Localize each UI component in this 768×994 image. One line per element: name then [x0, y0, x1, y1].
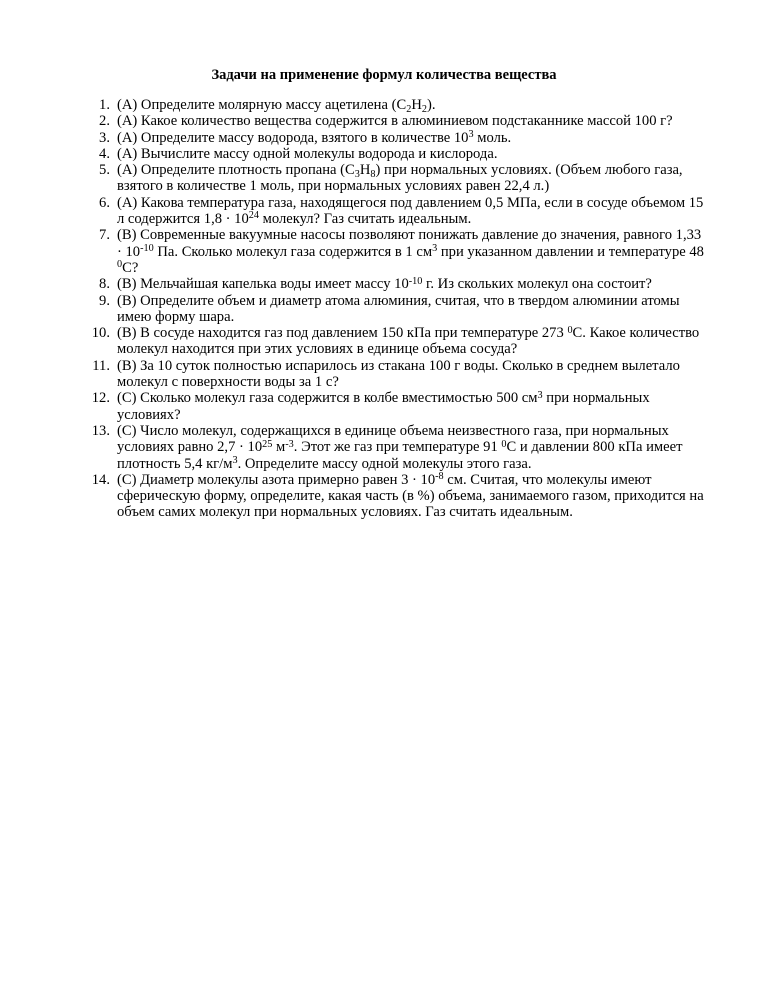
- text-run: молекул? Газ считать идеальным.: [258, 211, 472, 228]
- problem-text: [117, 276, 704, 292]
- text-run: моль.: [473, 129, 512, 146]
- subscript: 8: [370, 168, 376, 180]
- problem-number: 10.: [91, 325, 110, 342]
- problem-item: [84, 227, 704, 276]
- problem-number: 5.: [99, 162, 110, 179]
- problem-text: [117, 325, 704, 358]
- problem-number: 11.: [92, 357, 110, 374]
- text-run: (В) В сосуде находится газ под давлением 150 кПа при температуре 273: [117, 325, 568, 342]
- text-run: (А) Определите молярную массу ацетилена (C: [117, 97, 407, 113]
- problem-number: 3.: [99, 129, 110, 146]
- problem-item: [84, 195, 704, 228]
- problem-number: 8.: [99, 276, 110, 293]
- problem-number: 4.: [99, 145, 110, 162]
- text-run: (В) Определите объем и диаметр атома алюминия, считая, что в твердом алюминии атомы имею форму шара.: [117, 292, 680, 325]
- problem-number: 9.: [99, 292, 110, 309]
- document-title: Задачи на применение формул количества вещества: [211, 67, 557, 83]
- problem-item: [84, 97, 704, 113]
- problem-number: 1.: [99, 97, 110, 113]
- text-run: С и давлении 800 кПа имеет плотность 5,4 кг/м: [117, 439, 683, 472]
- problem-text: [117, 113, 704, 129]
- superscript: 0: [117, 259, 123, 271]
- problem-text: [117, 472, 704, 521]
- problem-text: [117, 146, 704, 162]
- text-run: (А) Определите массу водорода, взятого в количестве 10: [117, 129, 469, 146]
- problem-list: [84, 97, 704, 521]
- text-run: H: [359, 162, 371, 179]
- problem-text: [117, 358, 704, 391]
- text-run: (С) Диаметр молекулы азота примерно равен 3 · 10: [117, 471, 436, 488]
- text-run: (А) Какое количество вещества содержится в алюминиевом подстаканнике массой 100 г?: [117, 113, 673, 130]
- superscript: 25: [262, 438, 273, 450]
- superscript: 3: [537, 389, 543, 401]
- text-run: ).: [426, 97, 436, 113]
- text-run: H: [411, 97, 422, 113]
- superscript: -8: [435, 471, 444, 483]
- problem-item: [84, 293, 704, 326]
- problem-text: [117, 130, 704, 146]
- subscript: 3: [354, 168, 360, 180]
- text-run: см. Считая, что молекулы имеют сферическую форму, определите, какая часть (в %) объема, занимаемого газом, приходится на объем самих молекул при нормальных условиях. Газ считать идеальным.: [117, 471, 704, 521]
- superscript: 3: [232, 454, 238, 466]
- problem-text: [117, 293, 704, 326]
- subscript: 2: [406, 103, 412, 115]
- superscript: 3: [432, 243, 438, 255]
- problem-item: [84, 113, 704, 129]
- problem-number: 6.: [99, 194, 110, 211]
- text-run: (А) Какова температура газа, находящегося под давлением 0,5 МПа, если в сосуде объемом 15 л содержится 1,8 · 10: [117, 194, 704, 228]
- problem-item: [84, 390, 704, 423]
- problem-text: [117, 97, 704, 113]
- text-run: при нормальных условиях?: [117, 390, 650, 423]
- text-run: (В) Мельчайшая капелька воды имеет массу 10: [117, 276, 409, 293]
- problem-item: [84, 276, 704, 292]
- problem-text: [117, 390, 704, 423]
- text-run: (С) Число молекул, содержащихся в единице объема неизвестного газа, при нормальных условиях равно 2,7 · 10: [117, 422, 669, 456]
- text-run: ) при нормальных условиях. (Объем любого газа, взятого в количестве 1 моль, при нормальных условиях равен 22,4 л.): [117, 162, 683, 195]
- superscript: -10: [140, 243, 154, 255]
- text-run: . Определите массу одной молекулы этого газа.: [237, 455, 532, 472]
- problem-text: [117, 423, 704, 472]
- text-run: (А) Определите плотность пропана (C: [117, 162, 355, 179]
- problem-number: 2.: [99, 113, 110, 130]
- subscript: 2: [421, 103, 427, 115]
- problem-number: 14.: [91, 471, 110, 488]
- text-run: (В) За 10 суток полностью испарилось из стакана 100 г воды. Сколько в среднем вылетало молекул с поверхности воды за 1 с?: [117, 357, 680, 391]
- text-run: (В) Современные вакуумные насосы позволяют понижать давление до значения, равного 1,33 · 10: [117, 227, 702, 260]
- text-run: (С) Сколько молекул газа содержится в колбе вместимостью 500 см: [117, 390, 538, 407]
- text-run: м: [272, 439, 286, 456]
- problem-text: [117, 195, 704, 228]
- superscript: 0: [567, 324, 573, 336]
- problem-item: [84, 472, 704, 521]
- text-run: С?: [122, 259, 139, 276]
- superscript: 0: [501, 438, 507, 450]
- text-run: г. Из скольких молекул она состоит?: [422, 276, 652, 293]
- superscript: 24: [248, 210, 259, 222]
- superscript: -10: [408, 275, 423, 287]
- problem-item: [84, 325, 704, 358]
- problem-item: [84, 358, 704, 391]
- problem-text: [117, 162, 704, 195]
- text-run: при указанном давлении и температуре 48: [437, 243, 704, 260]
- text-run: . Этот же газ при температуре 91: [293, 439, 502, 456]
- problem-number: 7.: [99, 227, 110, 244]
- superscript: 3: [468, 129, 474, 140]
- problem-number: 13.: [91, 422, 110, 439]
- text-run: Па. Сколько молекул газа содержится в 1 см: [153, 243, 433, 260]
- problem-text: [117, 227, 704, 276]
- problem-number: 12.: [91, 390, 110, 407]
- problem-item: [84, 423, 704, 472]
- problem-item: [84, 146, 704, 162]
- problem-item: [84, 162, 704, 195]
- superscript: -3: [285, 438, 294, 450]
- problem-item: [84, 130, 704, 146]
- text-run: С. Какое количество молекул находится при этих условиях в единице объема сосуда?: [117, 325, 700, 358]
- text-run: (А) Вычислите массу одной молекулы водорода и кислорода.: [117, 145, 498, 162]
